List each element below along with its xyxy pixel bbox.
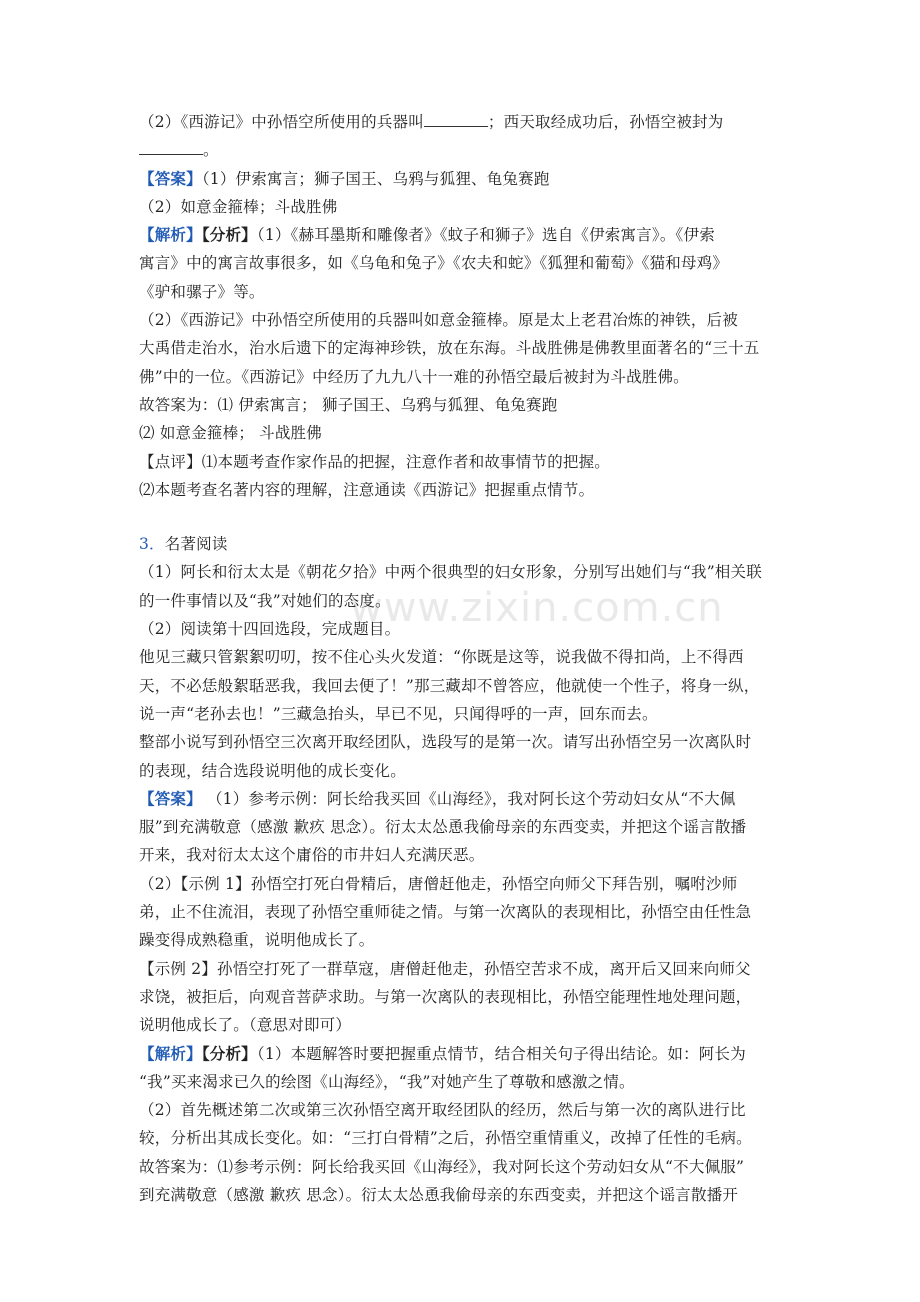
q3-part2: （2）阅读第十四回选段，完成题目。: [139, 620, 401, 639]
q3-final-line-2: 到充满敬意（感激 歉疚 思念）。衍太太怂恿我偷母亲的东西变卖，并把这个谣言散播开: [139, 1185, 739, 1204]
q2-comment-1: 【点评】⑴本题考查作家作品的把握，注意作者和故事情节的把握。: [139, 452, 611, 471]
q3-quote-line-2: 天，不必恁般絮聒恶我，我回去便了！”那三藏却不曾答应，他就使一个性子，将身一纵，: [139, 676, 760, 695]
q3-example2-line-3: 说明他成长了。（意思对即可）: [139, 1016, 352, 1035]
q3-task-line-1: 整部小说写到孙悟空三次离开取经团队，选段写的是第一次。请写出孙悟空另一次离队时: [139, 733, 752, 752]
q2-answer-line: [139, 165, 789, 193]
q3-title: 名著阅读: [164, 535, 228, 554]
answer-blank: [424, 112, 488, 127]
analysis-sub-tag: 【分析】: [201, 225, 257, 245]
q2-analysis-line-4: （2）《西游记》中孙悟空所使用的兵器叫如意金箍棒。原是太上老君冶炼的神铁，后被: [139, 311, 738, 330]
q2-answer-1: （1）伊索寓言；狮子国王、乌鸦与狐狸、龟兔赛跑: [201, 169, 550, 188]
q3-quote-line-3: 说一声“老孙去也！”三藏急抬头，早已不见，只闻得呼的一声，回东而去。: [139, 704, 658, 723]
q3-answer-line-1: [139, 785, 789, 813]
q3-example1-line-3: 躁变得成熟稳重，说明他成长了。: [139, 931, 375, 950]
q3-analysis-line-1: [139, 1040, 789, 1068]
q2-question-text-a: （2）《西游记》中孙悟空所使用的兵器叫: [139, 113, 424, 131]
q2-comment-2: ⑵本题考查名著内容的理解，注意通读《西游记》把握重点情节。: [139, 480, 595, 499]
q3-answer-line-2: 服”到充满敬意（感激 歉疚 思念）。衍太太怂恿我偷母亲的东西变卖，并把这个谣言散播: [139, 818, 747, 837]
section-gap: [139, 504, 789, 530]
q3-analysis-line-3: （2）首先概述第二次或第三次孙悟空离开取经团队的经历，然后与第一次的离队进行比: [139, 1101, 746, 1120]
q2-final-answer-2: ⑵ 如意金箍棒； 斗战胜佛: [139, 424, 322, 443]
q2-analysis-text: （1）《赫耳墨斯和雕像者》《蚊子和狮子》选自《伊索寓言》。《伊索: [256, 226, 715, 245]
q3-answer-line-3: 开来，我对衍太太这个庸俗的市井妇人充满厌恶。: [139, 846, 485, 865]
q3-analysis-line-2: “我”买来渴求已久的绘图《山海经》，“我”对她产生了尊敬和感激之情。: [139, 1072, 635, 1091]
q2-analysis-line-6: 佛”中的一位。《西游记》中经历了九九八十一难的孙悟空最后被封为斗战胜佛。: [139, 367, 689, 386]
watermark: www.zixin.com.cn: [350, 585, 724, 631]
document-body: [139, 108, 789, 1209]
answer-tag: 【答案】: [139, 168, 202, 188]
q3-analysis-line-4: 较，分析出其成长变化。如：“三打白骨精”之后，孙悟空重情重义，改掉了任性的毛病。: [139, 1129, 752, 1148]
q3-example1-line-1: （2）【示例 1】孙悟空打死白骨精后，唐僧赶他走，孙悟空向师父下拜告别，嘱咐沙师: [139, 874, 738, 893]
q3-part1-line-1: （1）阿长和衍太太是《朝花夕拾》中两个很典型的妇女形象，分别写出她们与“我”相关联: [139, 563, 762, 582]
q3-quote-line-1: 他见三藏只管絮絮叨叨，按不住心头火发道：“你既是这等，说我做不得扣尚，上不得西: [139, 648, 744, 667]
q3-part1-line-2: 的一件事情以及“我”对她们的态度。: [139, 591, 391, 610]
analysis-tag: 【解析】: [139, 225, 202, 245]
q2-analysis-line-1: [139, 221, 789, 249]
q3-answer-text: （1）参考示例：阿长给我买回《山海经》，我对阿长这个劳动妇女从“不大佩: [201, 789, 736, 808]
analysis-sub-tag: 【分析】: [201, 1043, 257, 1063]
answer-blank: [139, 140, 203, 155]
q2-question-line-1: [139, 108, 789, 136]
q2-analysis-line-5: 大禹借走治水，治水后遗下的定海神珍铁，放在东海。斗战胜佛是佛教里面著名的“三十五: [139, 339, 760, 358]
q2-question-end: 。: [203, 141, 219, 160]
analysis-tag: 【解析】: [139, 1043, 202, 1063]
q3-number: 3．: [139, 535, 165, 554]
q2-answer-2: （2）如意金箍棒；斗战胜佛: [139, 197, 338, 216]
answer-tag: 【答案】: [139, 788, 202, 808]
q2-final-answer-1: 故答案为：⑴ 伊索寓言； 狮子国王、乌鸦与狐狸、龟兔赛跑: [139, 395, 558, 414]
q3-analysis-text: （1）本题解答时要把握重点情节，结合相关句子得出结论。如：阿长为: [256, 1044, 746, 1063]
q2-analysis-line-2: 寓言》中的寓言故事很多，如《乌龟和兔子》《农夫和蛇》《狐狸和葡萄》《猫和母鸡》: [139, 254, 729, 273]
q3-example2-line-1: 【示例 2】孙悟空打死了一群草寇，唐僧赶他走，孙悟空苦求不成，离开后又回来向师父: [139, 959, 751, 978]
q3-example1-line-2: 弟，止不住流泪，表现了孙悟空重师徒之情。与第一次离队的表现相比，孙悟空由任性急: [139, 903, 752, 922]
q3-heading: [139, 530, 789, 558]
q2-analysis-line-3: 《驴和骡子》等。: [139, 282, 265, 301]
q3-final-line-1: 故答案为：⑴参考示例：阿长给我买回《山海经》，我对阿长这个劳动妇女从“不大佩服”: [139, 1157, 745, 1176]
q3-task-line-2: 的表现，结合选段说明他的成长变化。: [139, 761, 406, 780]
q2-question-text-b: ；西天取经成功后，孙悟空被封为: [487, 113, 724, 131]
q3-example2-line-2: 求饶，被拒后，向观音菩萨求助。与第一次离队的表现相比，孙悟空能理性地处理问题，: [139, 987, 752, 1006]
q2-question-line-2: [139, 136, 789, 164]
